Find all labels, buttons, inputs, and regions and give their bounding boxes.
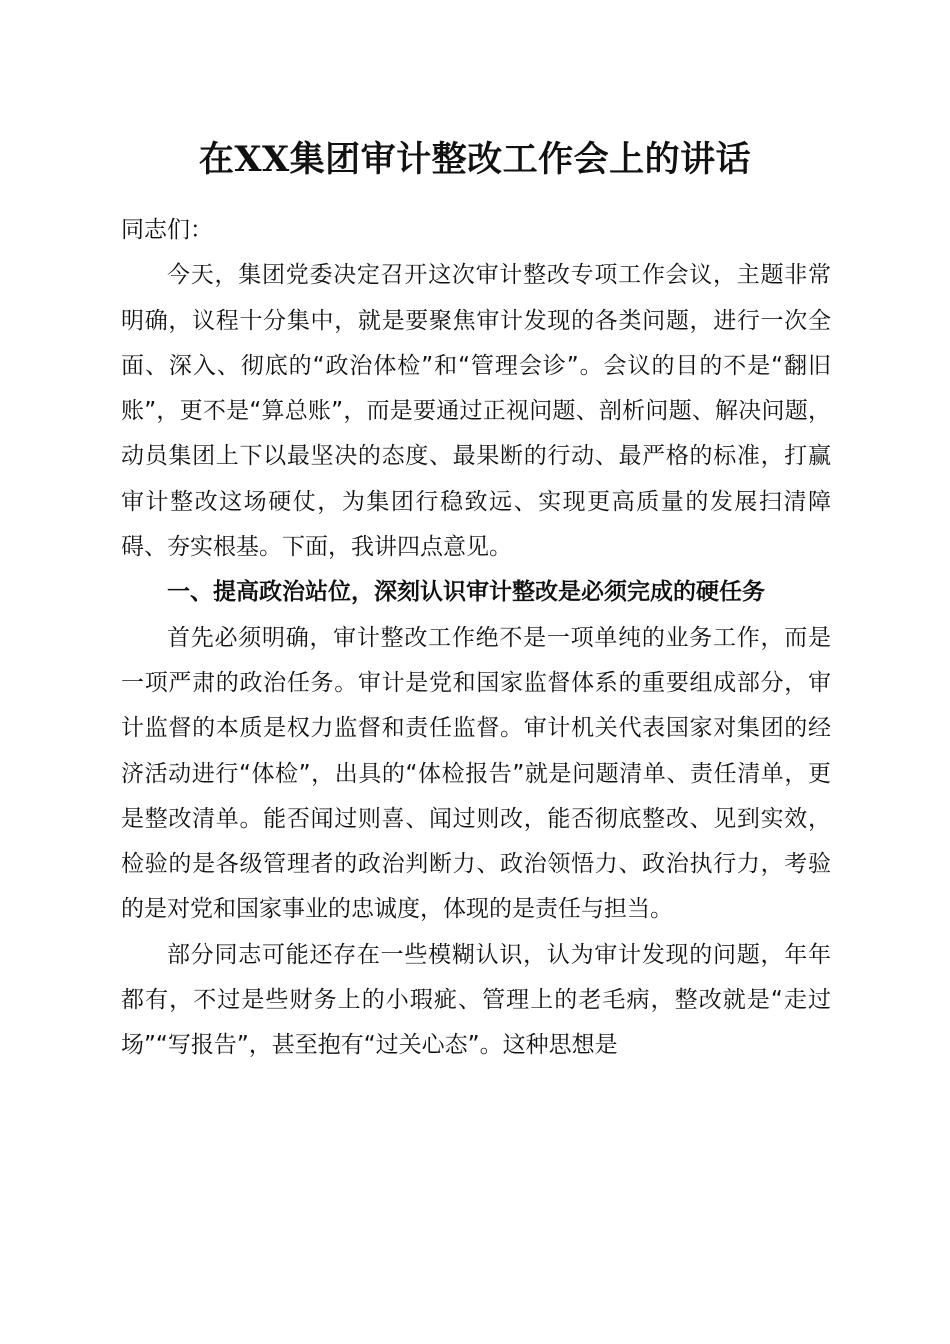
document-title: 在XX集团审计整改工作会上的讲话: [198, 139, 752, 180]
paragraph-section1-2: 部分同志可能还存在一些模糊认识，认为审计发现的问题，年年都有，不过是些财务上的小瑕疵、管理上的老毛病，整改就是“走过场”“写报告”，甚至抱有“过关心态”。这种思想是: [121, 941, 831, 1059]
salutation: 同志们：: [121, 217, 213, 243]
paragraph-section1-1: 首先必须明确，审计整改工作绝不是一项单纯的业务工作，而是一项严肃的政治任务。审计是党和国家监督体系的重要组成部分，审计监督的本质是权力监督和责任监督。审计机关代表国家对集团的经济活动进行“体检”，出具的“体检报告”就是问题清单、责任清单，更是整改清单。能否闻过则喜、闻过则改，能否彻底整改、见到实效，检验的是各级管理者的政治判断力、政治领悟力、政治执行力，考验的是对党和国家事业的忠诚度，体现的是责任与担当。: [121, 624, 831, 923]
paragraph-intro: 今天，集团党委决定召开这次审计整改专项工作会议，主题非常明确，议程十分集中，就是要聚焦审计发现的各类问题，进行一次全面、深入、彻底的“政治体检”和“管理会诊”。会议的目的不是“翻旧账”，更不是“算总账”，而是要通过正视问题、剖析问题、解决问题，动员集团上下以最坚决的态度、最果断的行动、最严格的标准，打赢审计整改这场硬仗，为集团行稳致远、实现更高质量的发展扫清障碍、夯实根基。下面，我讲四点意见。: [121, 262, 831, 561]
document-body: [121, 208, 831, 1069]
section-heading-1: 一、提高政治站位，深刻认识审计整改是必须完成的硬任务: [167, 579, 765, 606]
